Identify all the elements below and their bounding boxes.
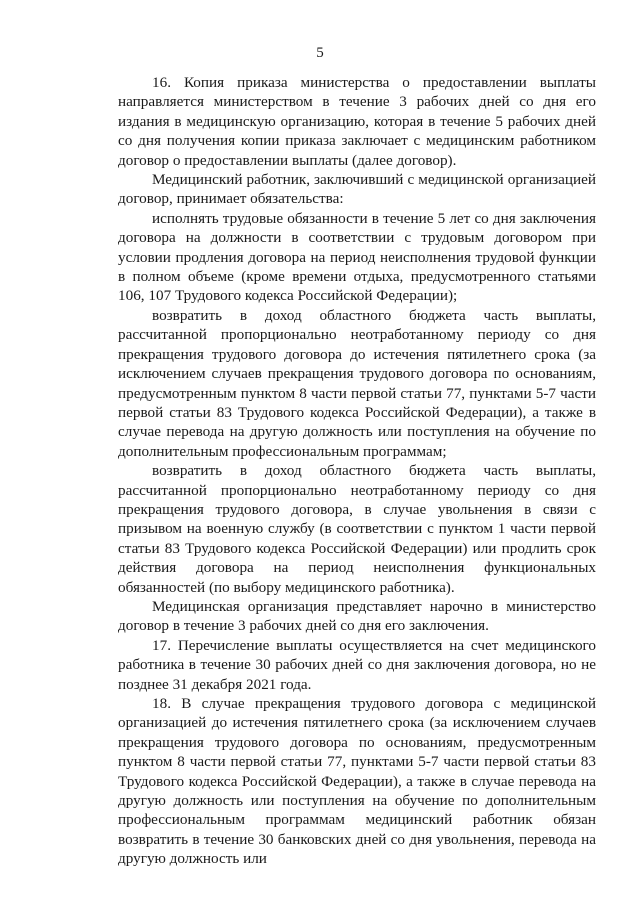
page-number: 5 <box>316 45 324 61</box>
paragraph-contract-submission: Медицинская организация представляет нарочно в министерство договор в течение 3 рабочих дней со дня его заключения. <box>118 597 596 635</box>
paragraph-obligation-refund-termination: возвратить в доход областного бюджета часть выплаты, рассчитанной пропорционально неотработанному периоду со дня прекращения трудового договора до истечения пятилетнего срока (за исключением случаев прекращения трудового договора по основаниям, предусмотренным пунктом 8 части первой статьи 77, пунктами 5-7 части первой статьи 83 Трудового кодекса Российской Федерации), а также в случае перевода на другую должность или поступления на обучение по дополнительным профессиональным программам; <box>118 306 596 460</box>
paragraph-obligation-refund-military: возвратить в доход областного бюджета часть выплаты, рассчитанной пропорционально неотработанному периоду со дня прекращения трудового договора, в случае увольнения в связи с призывом на военную службу (в соответствии с пунктом 1 части первой статьи 83 Трудового кодекса Российской Федерации) или продлить срок действия договора на период неисполнения функциональных обязанностей (по выбору медицинского работника). <box>118 462 596 596</box>
paragraph-obligations-intro: Медицинский работник, заключивший с медицинской организацией договор, принимает обязательства: <box>118 171 596 208</box>
paragraph-16-order-copy: 16. Копия приказа министерства о предоставлении выплаты направляется министерством в течение 3 рабочих дней со дня его издания в медицинскую организацию, которая в течение 5 рабочих дней со дня получения копии приказа заключает с медицинским работником договор о предоставлении выплаты (далее договор). <box>118 74 596 169</box>
paragraph-obligation-work-duties: исполнять трудовые обязанности в течение 5 лет со дня заключения договора на должности в соответствии с трудовым договором при условии продления договора на период неисполнения трудовой функции в полном объеме (кроме времени отдыха, предусмотренного статьями 106, 107 Трудового кодекса Российской Федерации); <box>118 209 596 305</box>
paragraph-18-refund-case: 18. В случае прекращения трудового договора с медицинской организацией до истечения пятилетнего срока (за исключением случаев прекращения трудового договора по основаниям, предусмотренным пунктом 8 части первой статьи 77, пунктами 5-7 части первой статьи 83 Трудового кодекса Российской Федерации), а также в случае перевода на другую должность или поступления на обучение по дополнительным профессиональным программам медицинский работник обязан возвратить в течение 30 банковских дней со дня увольнения, перевода на другую должность или <box>118 695 596 868</box>
document-body <box>118 73 596 869</box>
paragraph-17-payment-transfer: 17. Перечисление выплаты осуществляется на счет медицинского работника в течение 30 рабочих дней со дня заключения договора, но не позднее 31 декабря 2021 года. <box>118 636 596 693</box>
